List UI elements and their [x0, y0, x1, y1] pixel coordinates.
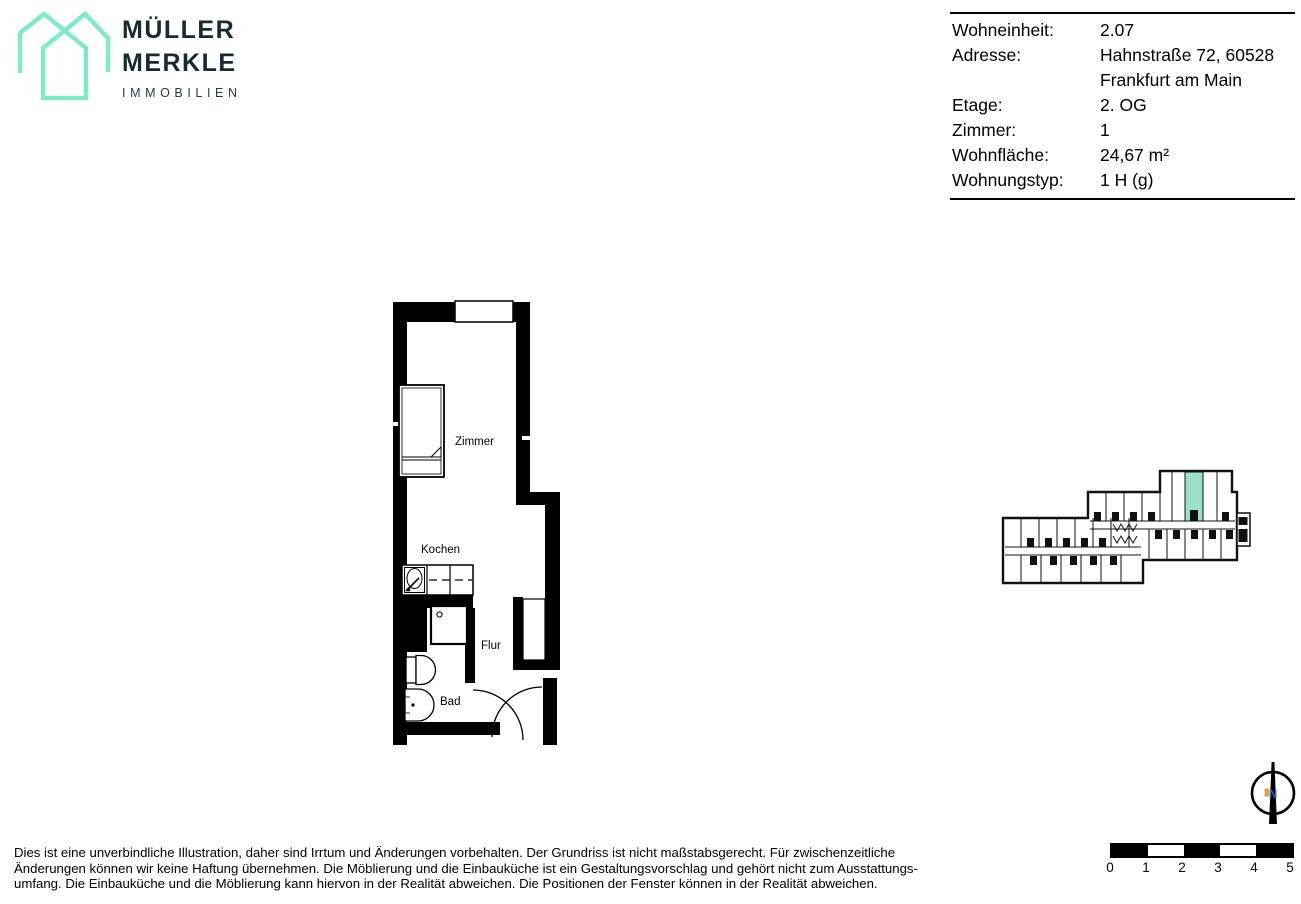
room-label-zimmer: Zimmer — [455, 436, 494, 448]
bath-sink — [405, 689, 434, 721]
logo-houses-outline — [20, 14, 108, 98]
info-row-wohnflaeche — [950, 143, 1295, 168]
toilet — [406, 656, 436, 685]
building-overview-map — [1000, 460, 1255, 588]
scale-tick: 3 — [1214, 860, 1222, 875]
room-label-flur: Flur — [481, 640, 501, 652]
info-label: Adresse: — [952, 45, 1022, 65]
scale-tick: 5 — [1286, 860, 1294, 875]
info-row-zimmer — [950, 118, 1295, 143]
info-value: Hahnstraße 72, 60528 — [1100, 45, 1275, 65]
room-label-bad: Bad — [440, 696, 461, 708]
scale-tick: 4 — [1250, 860, 1258, 875]
scale-tick: 0 — [1106, 860, 1114, 875]
info-label: Etage: — [952, 95, 1003, 115]
scale-tick: 2 — [1178, 860, 1186, 875]
info-value: Frankfurt am Main — [1100, 70, 1242, 90]
info-value: 1 — [1100, 120, 1110, 140]
scale-segment — [1220, 845, 1256, 856]
scale-bar — [1106, 843, 1294, 878]
room-label-kochen: Kochen — [421, 544, 461, 556]
scale-bar-ticks — [1106, 860, 1294, 878]
scale-segment — [1184, 845, 1220, 856]
disclaimer-text — [14, 845, 979, 892]
info-label: Wohneinheit: — [952, 20, 1054, 40]
brand-name-line1: MÜLLER — [122, 16, 236, 44]
scale-bar-segments — [1110, 843, 1294, 858]
disclaimer-line-3: umfang. Die Einbauküche und die Möblierung kann hiervon in der Realität abweichen. Die Positionen der Fenster können in der Realität abweichen. — [14, 876, 878, 892]
info-label: Zimmer: — [952, 120, 1017, 140]
info-row-adresse — [950, 43, 1295, 68]
info-label — [950, 68, 1100, 93]
mueller-merkle-logo-icon — [12, 8, 114, 104]
info-value: 1 H (g) — [1100, 170, 1154, 190]
scale-segment — [1112, 845, 1148, 856]
north-compass-icon — [1243, 756, 1301, 830]
brand-header — [0, 0, 420, 130]
building-attachment — [1237, 513, 1250, 546]
unit-info-table — [950, 12, 1295, 200]
info-row-wohnungstyp — [950, 168, 1295, 193]
window — [455, 301, 513, 322]
info-row-adresse-2 — [950, 68, 1295, 93]
brand-text — [122, 14, 242, 100]
brand-name-line2: MERKLE — [122, 49, 237, 77]
shower — [431, 606, 467, 644]
info-value: 2. OG — [1100, 95, 1147, 115]
disclaimer-line-1: Dies ist eine unverbindliche Illustration, daher sind Irrtum und Änderungen vorbehalten. Der Grundriss ist nicht maßstabsgerecht. Für zwischenzeitliche — [14, 845, 896, 860]
info-label: Wohnungstyp: — [952, 170, 1064, 190]
info-row-wohneinheit — [950, 18, 1295, 43]
scale-segment — [1148, 845, 1184, 856]
compass-north-label: N — [1268, 789, 1278, 801]
kitchen-counter — [402, 565, 473, 595]
brand-tagline: IMMOBILIEN — [122, 86, 242, 100]
scale-segment — [1256, 845, 1292, 856]
apartment-floorplan-diagram — [385, 295, 565, 750]
info-value: 2.07 — [1100, 20, 1135, 40]
bed-furniture — [399, 385, 444, 477]
info-label: Wohnfläche: — [952, 145, 1049, 165]
info-value: 24,67 m² — [1100, 145, 1170, 165]
shaft-niche — [523, 599, 545, 660]
disclaimer-line-2: Änderungen können wir keine Haftung übernehmen. Die Möblierung und die Einbauküche ist ein Gestaltungsvorschlag und gehört nicht zum Ausstattungs- — [14, 860, 918, 876]
scale-tick: 1 — [1142, 860, 1150, 875]
info-row-etage — [950, 93, 1295, 118]
